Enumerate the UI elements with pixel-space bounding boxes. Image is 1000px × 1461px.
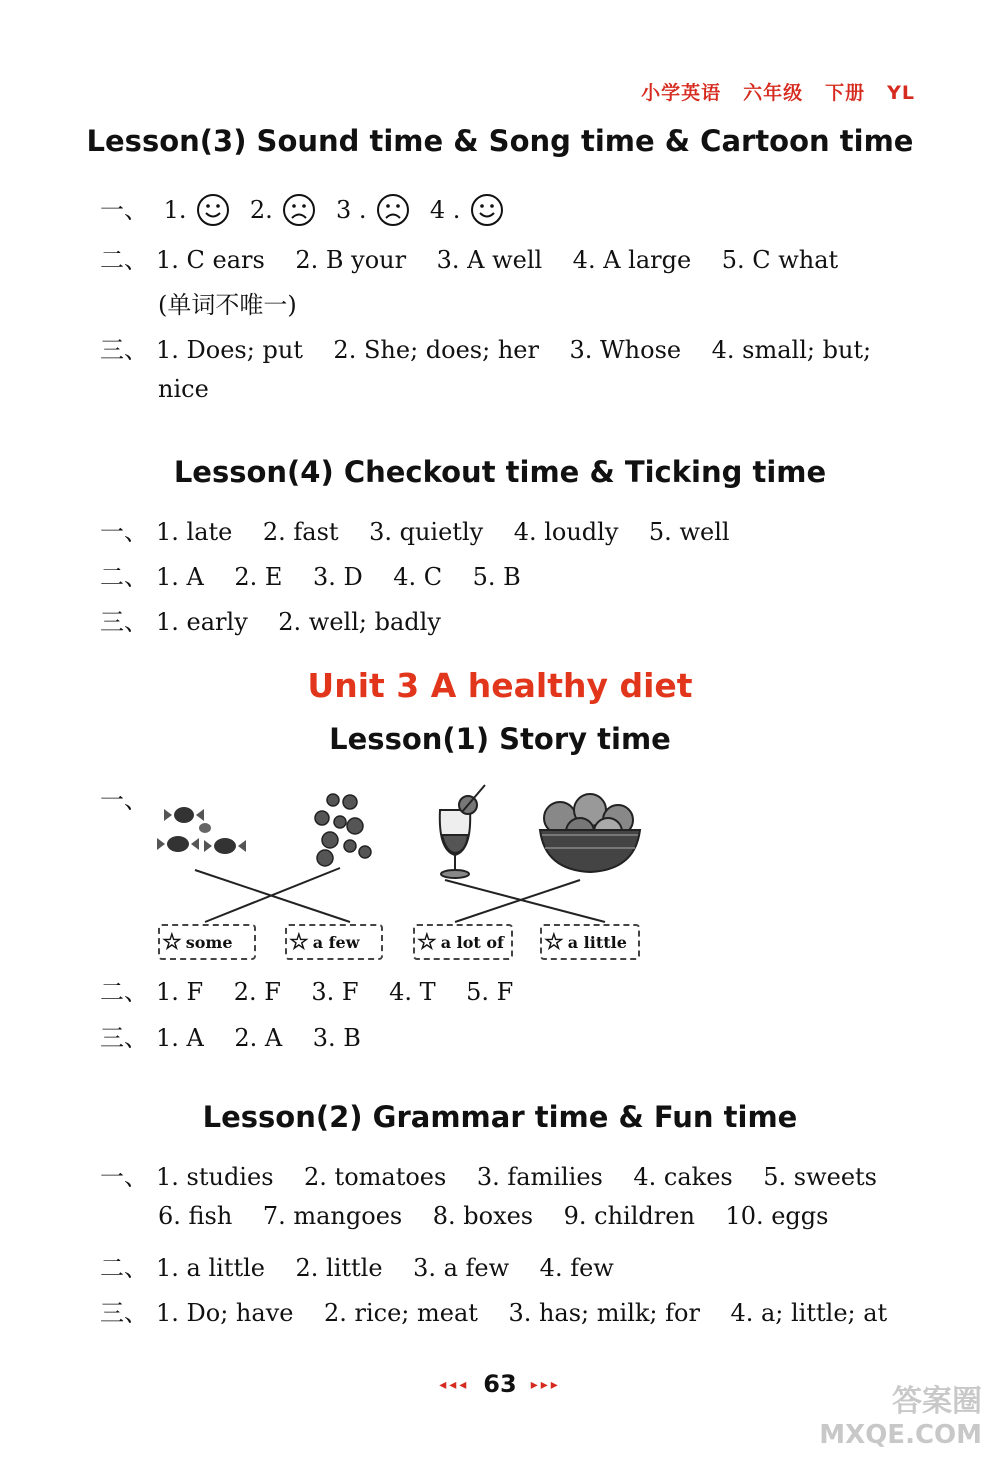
sweets-picture	[157, 807, 246, 854]
u3l1-q2-mark: 二、	[100, 978, 148, 1006]
label-some-text: some	[185, 932, 233, 952]
l4-q3-answers: 1. early 2. well; badly	[156, 608, 441, 636]
star-icon: ☆	[289, 929, 309, 955]
watermark-line2: MXQE.COM	[819, 1420, 982, 1450]
u3l1-q3	[100, 1018, 361, 1053]
match-line	[455, 880, 580, 922]
lesson3-title: Lesson(3) Sound time & Song time & Cartoon time	[86, 124, 914, 158]
u3l2-q1-cont: 6. fish 7. mangoes 8. boxes 9. children 10. eggs	[158, 1202, 829, 1230]
u3l2-q1-mark: 一、	[100, 1163, 148, 1191]
l3-q1-item3: 3 .	[336, 196, 367, 224]
right-arrows-icon: ▸▸▸	[530, 1377, 561, 1393]
unit-title: Unit 3 A healthy diet	[307, 666, 693, 705]
label-some	[158, 924, 256, 960]
u3l1-q1-mark: 一、	[100, 786, 148, 814]
l3-q3-answers: 1. Does; put 2. She; does; her 3. Whose 4. small; but;	[156, 336, 872, 364]
l3-q2-note: (单词不唯一)	[158, 291, 297, 319]
l3-q3-mark: 三、	[100, 336, 148, 364]
l3-q3-cont: nice	[158, 375, 209, 403]
l3-q3	[100, 330, 871, 365]
header-subject: 小学英语	[641, 82, 722, 104]
l4-q2-mark: 二、	[100, 563, 148, 591]
l4-q1	[100, 512, 730, 547]
l4-q3-mark: 三、	[100, 608, 148, 636]
l3-q1-item2: 2.	[249, 196, 273, 224]
header-volume: 下册	[825, 82, 866, 104]
l3-q1-item4: 4 .	[429, 196, 461, 224]
u3-lesson1-title: Lesson(1) Story time	[329, 722, 671, 756]
header-edition: YL	[887, 82, 915, 104]
l4-q2-answers: 1. A 2. E 3. D 4. C 5. B	[156, 563, 521, 591]
u3l2-q3-answers: 1. Do; have 2. rice; meat 3. has; milk; for 4. a; little; at	[156, 1299, 888, 1327]
l3-q2	[100, 240, 838, 275]
sad-face-icon	[282, 193, 316, 227]
header-grade: 六年级	[743, 82, 804, 104]
book-header	[619, 78, 915, 105]
u3l1-q3-mark: 三、	[100, 1024, 148, 1052]
grapes-picture	[315, 794, 371, 866]
fruit-basket-picture	[540, 794, 640, 872]
u3l2-q2-mark: 二、	[100, 1254, 148, 1282]
l3-q2-answers: 1. C ears 2. B your 3. A well 4. A large 5. C what	[156, 246, 839, 274]
u3l1-q3-answers: 1. A 2. A 3. B	[156, 1024, 361, 1052]
star-icon: ☆	[162, 929, 182, 955]
juice-picture	[440, 785, 485, 878]
watermark	[819, 1376, 982, 1450]
label-a-few-text: a few	[312, 932, 360, 952]
u3l2-q3-mark: 三、	[100, 1299, 148, 1327]
u3l2-q2-answers: 1. a little 2. little 3. a few 4. few	[156, 1254, 614, 1282]
u3l1-q2-answers: 1. F 2. F 3. F 4. T 5. F	[156, 978, 514, 1006]
l4-q2	[100, 557, 521, 592]
u3l2-q1	[100, 1157, 877, 1192]
star-icon: ☆	[417, 929, 437, 955]
l3-q2-mark: 二、	[100, 246, 148, 274]
l4-q1-mark: 一、	[100, 518, 148, 546]
star-icon: ☆	[544, 929, 564, 955]
label-a-little-text: a little	[567, 932, 627, 952]
u3l2-q1-answers: 1. studies 2. tomatoes 3. families 4. cakes 5. sweets	[156, 1163, 877, 1191]
label-a-lot-of	[413, 924, 513, 960]
l3-q1	[100, 190, 516, 231]
l4-q3	[100, 602, 441, 637]
label-a-few	[285, 924, 383, 960]
sad-face-icon	[376, 193, 410, 227]
match-line	[205, 868, 340, 922]
u3l2-q3	[100, 1293, 887, 1328]
l3-q1-mark: 一、	[100, 196, 148, 224]
l3-q1-item1: 1.	[163, 196, 187, 224]
page-number: 63	[483, 1370, 517, 1398]
l4-q1-answers: 1. late 2. fast 3. quietly 4. loudly 5. well	[156, 518, 730, 546]
u3-lesson2-title: Lesson(2) Grammar time & Fun time	[202, 1100, 798, 1134]
u3l2-q2	[100, 1248, 614, 1283]
u3l1-q2	[100, 972, 513, 1007]
left-arrows-icon: ◂◂◂	[439, 1377, 470, 1393]
lesson4-title: Lesson(4) Checkout time & Ticking time	[173, 455, 827, 489]
watermark-line1: 答案圈	[892, 1384, 982, 1419]
smile-face-icon	[470, 193, 504, 227]
label-a-lot-of-text: a lot of	[440, 932, 504, 952]
label-a-little	[540, 924, 640, 960]
match-line	[445, 880, 605, 922]
smile-face-icon	[196, 193, 230, 227]
